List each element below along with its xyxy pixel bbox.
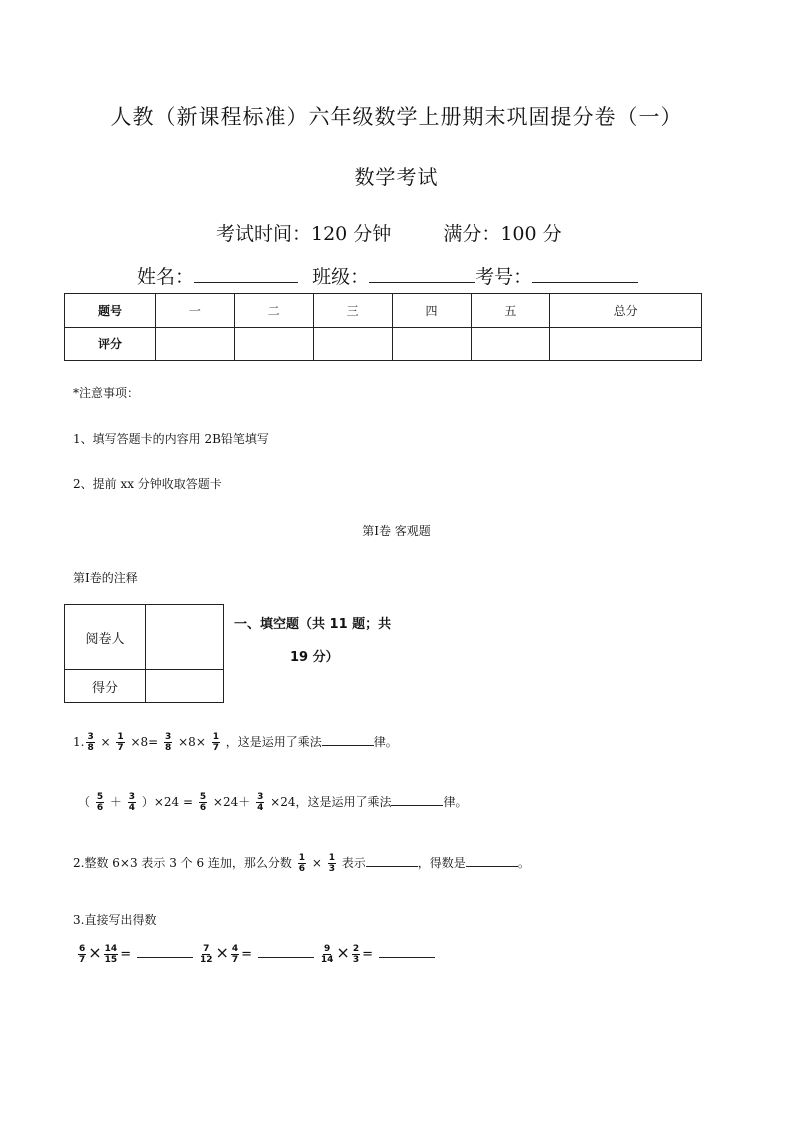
exam-subtitle: 数学考试 (354, 165, 439, 189)
fraction: $\frac{3}{4}$ (257, 792, 264, 813)
question-1b: （ $\frac{5}{6}$ ＋ $\frac{3}{4}$ ）×24 = $\frac{5}{6}$ ×24＋ $\frac{3}{4}$ ×24，这是运用了乘法 律。 (78, 792, 468, 813)
answer-blank[interactable] (366, 854, 418, 867)
part1-heading-line2: 19 分） (290, 650, 339, 665)
name-label: 姓名： (137, 266, 195, 288)
answer-blank[interactable] (137, 945, 193, 958)
reviewer-cell[interactable] (146, 605, 224, 670)
fraction: $\frac{9}{14}$ (320, 944, 334, 965)
section-heading: 第Ⅰ卷 客观题 (362, 524, 431, 538)
part1-heading-line1: 一、填空题（共 11 题；共 (234, 617, 392, 632)
column-3: 三 (313, 294, 392, 328)
note-item-1: 1、填写答题卡的内容用 2B铅笔填写 (73, 432, 269, 446)
column-4: 四 (392, 294, 471, 328)
fraction: $\frac{14}{15}$ (104, 944, 118, 965)
column-2: 二 (234, 294, 313, 328)
column-5: 五 (471, 294, 550, 328)
answer-blank[interactable] (258, 945, 314, 958)
score-cell[interactable] (471, 327, 550, 361)
fraction: $\frac{3}{4}$ (128, 792, 135, 813)
fraction: $\frac{5}{6}$ (96, 792, 104, 813)
question-2: 2.整数 6×3 表示 3 个 6 连加，那么分数 $\frac{1}{6}$ × $\frac{1}{3}$ 表示 ，得数是 。 (73, 853, 530, 874)
fraction: $\frac{1}{7}$ (117, 732, 124, 753)
note-item-2: 2、提前 xx 分钟收取答题卡 (73, 477, 222, 491)
grader-table (64, 604, 224, 703)
score-table-header-row (65, 294, 702, 328)
id-blank[interactable] (532, 264, 638, 283)
question-1: 1. $\frac{3}{8}$ × $\frac{1}{7}$ ×8= $\frac{3}{8}$ ×8× $\frac{1}{7}$ ，这是运用了乘法 律。 (73, 732, 398, 753)
exam-time-info (216, 219, 562, 246)
score-table (64, 293, 702, 361)
answer-blank[interactable] (379, 945, 435, 958)
class-blank[interactable] (369, 264, 475, 283)
fraction: $\frac{6}{7}$ (79, 944, 86, 965)
fraction: $\frac{3}{8}$ (165, 732, 172, 753)
grader-score-cell[interactable] (146, 670, 224, 703)
reviewer-label: 阅卷人 (65, 605, 146, 670)
full-score-label: 满分：100 分 (443, 223, 562, 245)
fraction: $\frac{2}{3}$ (352, 944, 360, 965)
score-cell[interactable] (156, 327, 235, 361)
fraction: $\frac{1}{7}$ (212, 732, 219, 753)
time-label: 考试时间：120 分钟 (216, 223, 392, 245)
score-row-header: 评分 (65, 327, 156, 361)
section-note: 第Ⅰ卷的注释 (73, 571, 138, 585)
score-cell[interactable] (313, 327, 392, 361)
class-label: 班级： (312, 266, 370, 288)
answer-blank[interactable] (322, 733, 374, 746)
question-3-expressions: $\frac{6}{7}$ × $\frac{14}{15}$ = $\frac{7}{12}$ × $\frac{4}{7}$ = $\frac{9}{14}$ × $\frac{2}{3}$ = (76, 943, 435, 965)
answer-blank[interactable] (391, 793, 443, 806)
name-blank[interactable] (194, 264, 298, 283)
score-cell[interactable] (392, 327, 471, 361)
question-number-header: 题号 (65, 294, 156, 328)
fraction: $\frac{4}{7}$ (231, 944, 239, 965)
fraction: $\frac{1}{3}$ (328, 853, 335, 874)
answer-blank[interactable] (466, 854, 518, 867)
fraction: $\frac{7}{12}$ (199, 944, 213, 965)
score-table-score-row (65, 327, 702, 361)
id-label: 考号： (475, 266, 533, 288)
notes-heading: *注意事项： (73, 386, 140, 400)
grader-score-label: 得分 (65, 670, 146, 703)
score-cell[interactable] (550, 327, 702, 361)
fraction: $\frac{5}{6}$ (199, 792, 207, 813)
question-3-heading: 3.直接写出得数 (73, 913, 157, 927)
fraction: $\frac{3}{8}$ (87, 732, 94, 753)
exam-title: 人教（新课程标准）六年级数学上册期末巩固提分卷（一） (110, 105, 683, 129)
score-cell[interactable] (234, 327, 313, 361)
column-1: 一 (156, 294, 235, 328)
fraction: $\frac{1}{6}$ (298, 853, 306, 874)
column-total: 总分 (550, 294, 702, 328)
student-info-line (137, 262, 638, 289)
